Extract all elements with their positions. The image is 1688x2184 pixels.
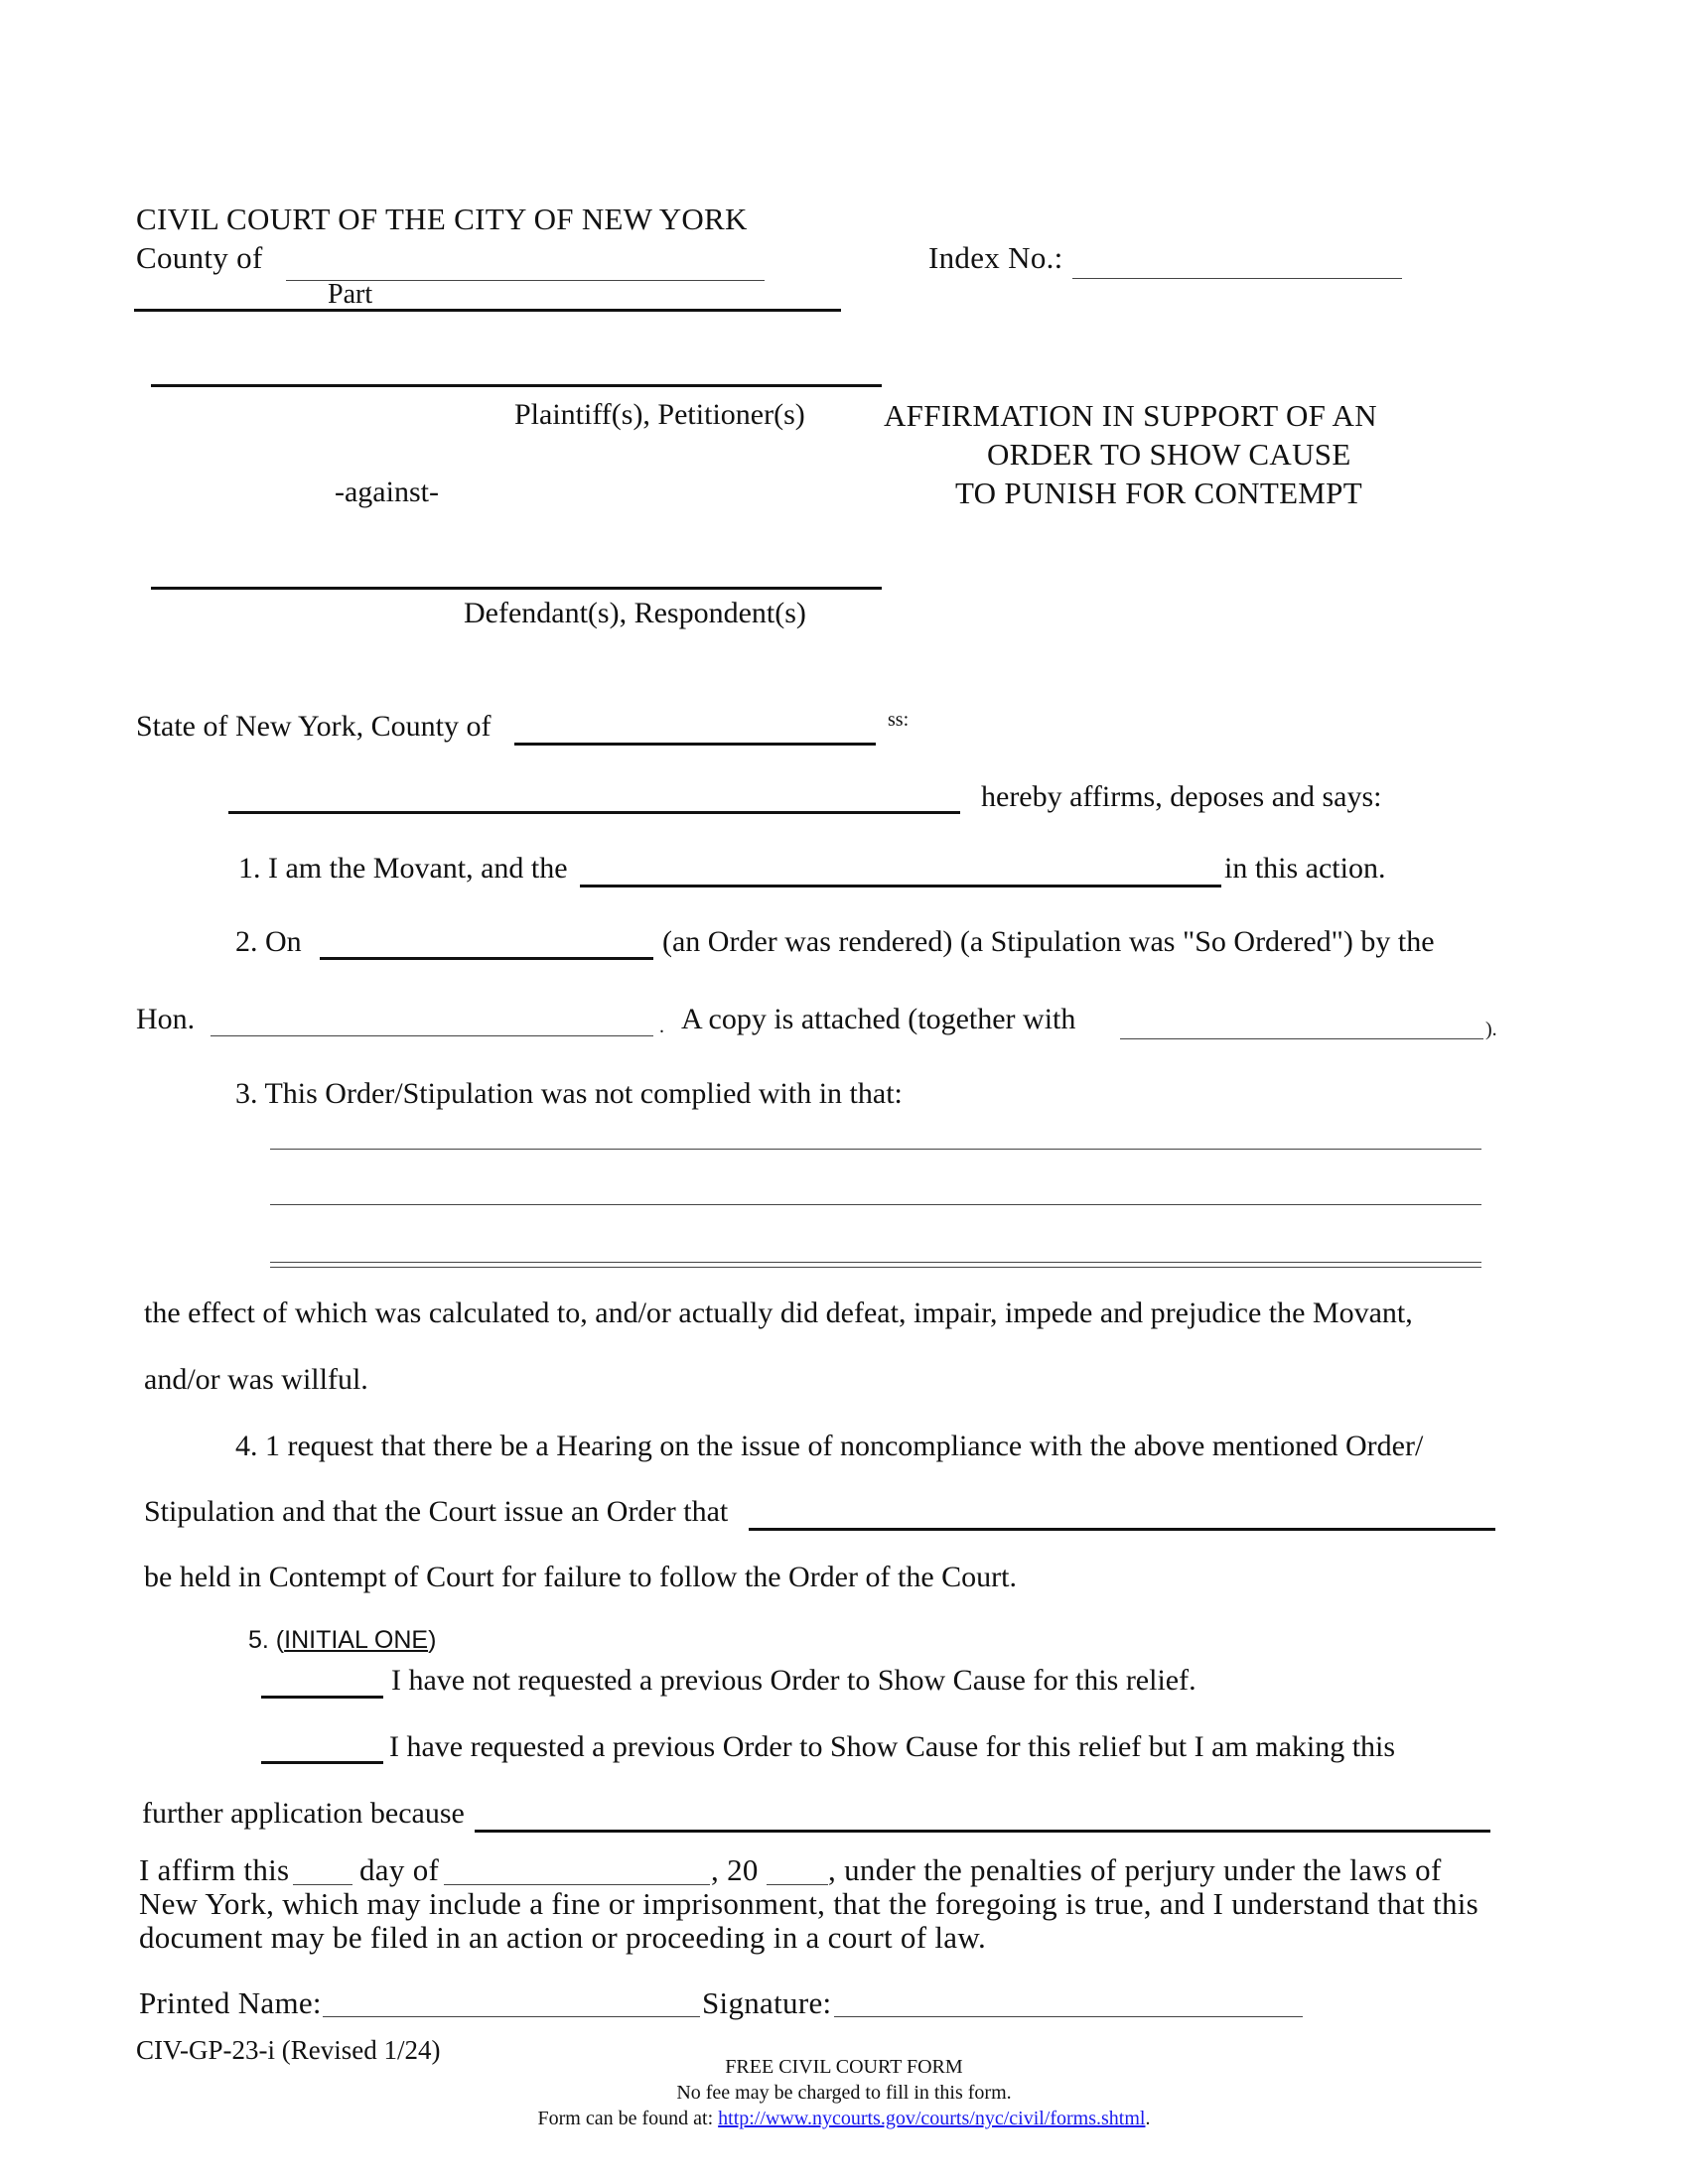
para5-close: ) (428, 1626, 437, 1654)
part-field[interactable] (134, 309, 841, 312)
state-county-label: State of New York, County of (136, 710, 492, 743)
perjury-text: , under the penalties of perjury under the laws of (828, 1852, 1442, 1887)
title-line-1: AFFIRMATION IN SUPPORT OF AN (884, 398, 1377, 433)
hon-dot: . (659, 1016, 664, 1037)
printed-name-label: Printed Name: (139, 1985, 322, 2020)
index-label: Index No.: (928, 240, 1063, 275)
initial-option-1-field[interactable] (261, 1696, 383, 1699)
para5-num: 5. ( (248, 1626, 285, 1654)
affirm-year-field[interactable] (767, 1884, 828, 1885)
judge-name-field[interactable] (211, 1035, 653, 1036)
option-2-text: I have requested a previous Order to Show Cause for this relief but I am making this (389, 1730, 1396, 1763)
printed-name-field[interactable] (323, 2016, 700, 2017)
plaintiff-label: Plaintiff(s), Petitioner(s) (514, 398, 805, 431)
option-1-text: I have not requested a previous Order to Show Cause for this relief. (391, 1664, 1196, 1697)
movant-role-field[interactable] (580, 885, 1221, 887)
no-fee-text: No fee may be charged to fill in this form. (676, 2082, 1012, 2104)
hon-label: Hon. (136, 1003, 196, 1035)
para4-line-1: 4. 1 request that there be a Hearing on the issue of noncompliance with the above mentioned Order/ (235, 1430, 1424, 1462)
affirm-month-field[interactable] (444, 1884, 710, 1885)
form-location (0, 2108, 1688, 2130)
affiant-name-field[interactable] (228, 811, 960, 814)
para2-start: 2. On (235, 925, 302, 958)
noncompliance-line-3b (270, 1267, 1481, 1268)
further-application-label: further application because (142, 1797, 465, 1830)
ss-label: ss: (888, 709, 910, 731)
venue-county-field[interactable] (514, 743, 876, 746)
year-prefix: , 20 (711, 1852, 759, 1887)
initial-one-label: INITIAL ONE (284, 1626, 429, 1654)
free-form-label: FREE CIVIL COURT FORM (725, 2056, 963, 2078)
para1-start: 1. I am the Movant, and the (238, 852, 568, 885)
para2-close: ). (1485, 1019, 1497, 1040)
attachments-field[interactable] (1120, 1038, 1483, 1039)
affirmation-line-3: document may be filed in an action or proceeding in a court of law. (139, 1920, 987, 1955)
signature-field[interactable] (834, 2016, 1303, 2017)
affirm-this-label: I affirm this (139, 1852, 290, 1887)
found-at-label: Form can be found at: (537, 2108, 714, 2129)
para1-end: in this action. (1224, 852, 1386, 885)
day-of-label: day of (359, 1852, 440, 1887)
para5-heading (248, 1628, 436, 1653)
contemnor-name-field[interactable] (749, 1528, 1495, 1531)
para4-line-2: Stipulation and that the Court issue an Order that (144, 1495, 729, 1528)
part-label: Part (328, 279, 373, 310)
affirm-day-field[interactable] (293, 1884, 352, 1885)
noncompliance-line-3[interactable] (270, 1262, 1481, 1263)
further-application-field[interactable] (475, 1830, 1490, 1833)
forms-url-link[interactable]: http://www.nycourts.gov/courts/nyc/civil/forms.shtml (718, 2108, 1146, 2129)
initial-option-2-field[interactable] (261, 1761, 383, 1764)
index-number-field[interactable] (1072, 278, 1402, 279)
para3-text: 3. This Order/Stipulation was not complied with in that: (235, 1077, 903, 1110)
county-label: County of (136, 240, 263, 275)
affirms-text: hereby affirms, deposes and says: (981, 780, 1382, 813)
para4-line-3: be held in Contempt of Court for failure to follow the Order of the Court. (144, 1561, 1017, 1593)
url-end: . (1145, 2108, 1151, 2129)
title-line-3: TO PUNISH FOR CONTEMPT (955, 476, 1362, 510)
para2-middle: (an Order was rendered) (a Stipulation was "So Ordered") by the (662, 925, 1435, 958)
court-name: CIVIL COURT OF THE CITY OF NEW YORK (136, 202, 748, 236)
title-line-2: ORDER TO SHOW CAUSE (987, 437, 1351, 472)
copy-attached-text: A copy is attached (together with (681, 1003, 1076, 1035)
willful-text: and/or was willful. (144, 1363, 368, 1396)
signature-label: Signature: (702, 1985, 832, 2020)
plaintiff-name-field[interactable] (151, 384, 882, 387)
effect-text: the effect of which was calculated to, and/or actually did defeat, impair, impede and prejudice the Movant, (144, 1297, 1413, 1329)
noncompliance-line-2[interactable] (270, 1204, 1481, 1205)
against-label: -against- (335, 476, 439, 508)
form-id: CIV-GP-23-i (Revised 1/24) (136, 2035, 441, 2065)
noncompliance-line-1[interactable] (270, 1149, 1481, 1150)
affirmation-line-2: New York, which may include a fine or imprisonment, that the foregoing is true, and I understand that this (139, 1886, 1479, 1921)
order-date-field[interactable] (320, 957, 653, 960)
defendant-name-field[interactable] (151, 587, 882, 590)
defendant-label: Defendant(s), Respondent(s) (464, 597, 806, 629)
